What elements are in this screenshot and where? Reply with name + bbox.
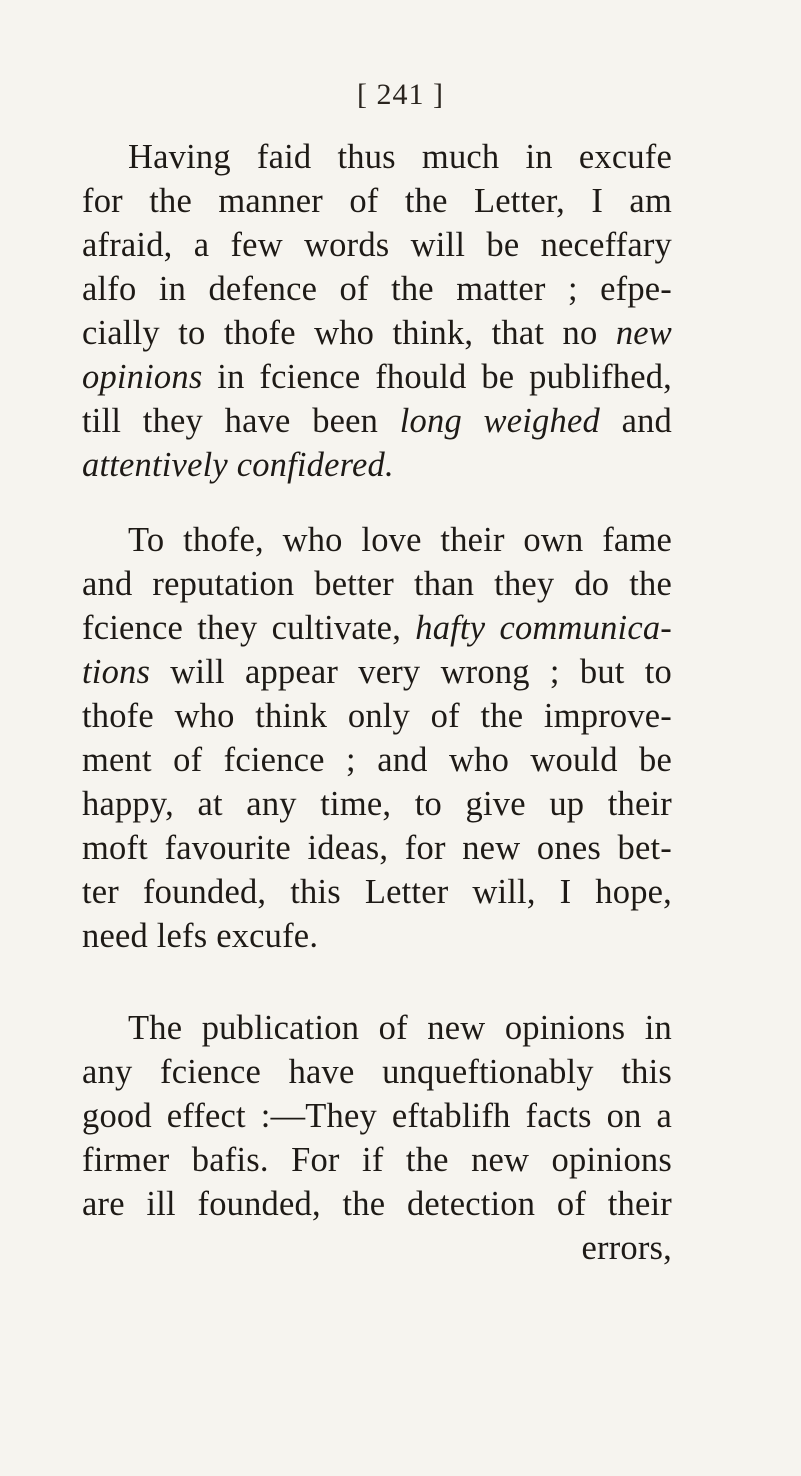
text-line xyxy=(82,222,672,268)
text-segment: moft favourite ideas, for new ones bet- xyxy=(82,829,672,867)
text-line xyxy=(82,1049,672,1095)
text-segment: ter founded, this Letter will, I hope, xyxy=(82,873,672,911)
text-segment: ment of fcience ; and who would be xyxy=(82,741,672,779)
text-line xyxy=(82,781,672,827)
text-segment: and reputation better than they do the xyxy=(82,565,672,603)
text-segment: for the manner of the Letter, I am xyxy=(82,182,672,220)
text-segment: afraid, a few words will be neceffary xyxy=(82,226,672,264)
text-line xyxy=(82,442,672,488)
text-segment: are ill founded, the detection of their xyxy=(82,1185,672,1223)
text-line xyxy=(82,561,672,607)
italic-text: attentively confidered. xyxy=(82,446,394,484)
italic-text: long weighed xyxy=(399,402,600,440)
text-segment: Having faid thus much in excufe xyxy=(128,138,672,176)
text-segment: alfo in defence of the matter ; efpe- xyxy=(82,270,672,308)
text-line xyxy=(82,737,672,783)
text-line xyxy=(82,649,672,695)
text-segment: in fcience fhould be publifhed, xyxy=(202,358,672,396)
text-line xyxy=(128,517,672,563)
text-line xyxy=(82,1181,672,1227)
italic-text: opinions xyxy=(82,358,203,396)
text-segment: happy, at any time, to give up their xyxy=(82,785,672,823)
text-line xyxy=(128,1005,672,1051)
text-line xyxy=(128,134,672,180)
text-line xyxy=(82,398,672,444)
text-line xyxy=(82,310,672,356)
text-line xyxy=(82,913,672,959)
text-line xyxy=(82,266,672,312)
text-line xyxy=(82,354,672,400)
text-line xyxy=(82,825,672,871)
text-line xyxy=(82,1137,672,1183)
text-segment: fcience they cultivate, xyxy=(82,609,416,647)
italic-text: new xyxy=(615,314,672,352)
text-line xyxy=(82,178,672,224)
text-line xyxy=(82,1093,672,1139)
text-segment: need lefs excufe. xyxy=(82,917,319,955)
text-line xyxy=(82,605,672,651)
text-segment: To thofe, who love their own fame xyxy=(128,521,672,559)
italic-text: tions xyxy=(82,653,151,691)
text-segment: any fcience have unqueftionably this xyxy=(82,1053,672,1091)
text-segment: cially to thofe who think, that no xyxy=(82,314,616,352)
page-number: [ 241 ] xyxy=(357,78,444,111)
text-segment: firmer bafis. For if the new opinions xyxy=(82,1141,672,1179)
text-line xyxy=(82,869,672,915)
italic-text: hafty communica- xyxy=(415,609,672,647)
text-segment: thofe who think only of the improve- xyxy=(82,697,672,735)
catchword: errors, xyxy=(581,1229,672,1267)
text-segment: The publication of new opinions in xyxy=(128,1009,672,1047)
text-segment: will appear very wrong ; but to xyxy=(150,653,672,691)
text-line xyxy=(82,693,672,739)
text-segment: till they have been xyxy=(82,402,400,440)
text-segment: and xyxy=(599,402,672,440)
text-segment: good effect :—They eftablifh facts on a xyxy=(82,1097,672,1135)
